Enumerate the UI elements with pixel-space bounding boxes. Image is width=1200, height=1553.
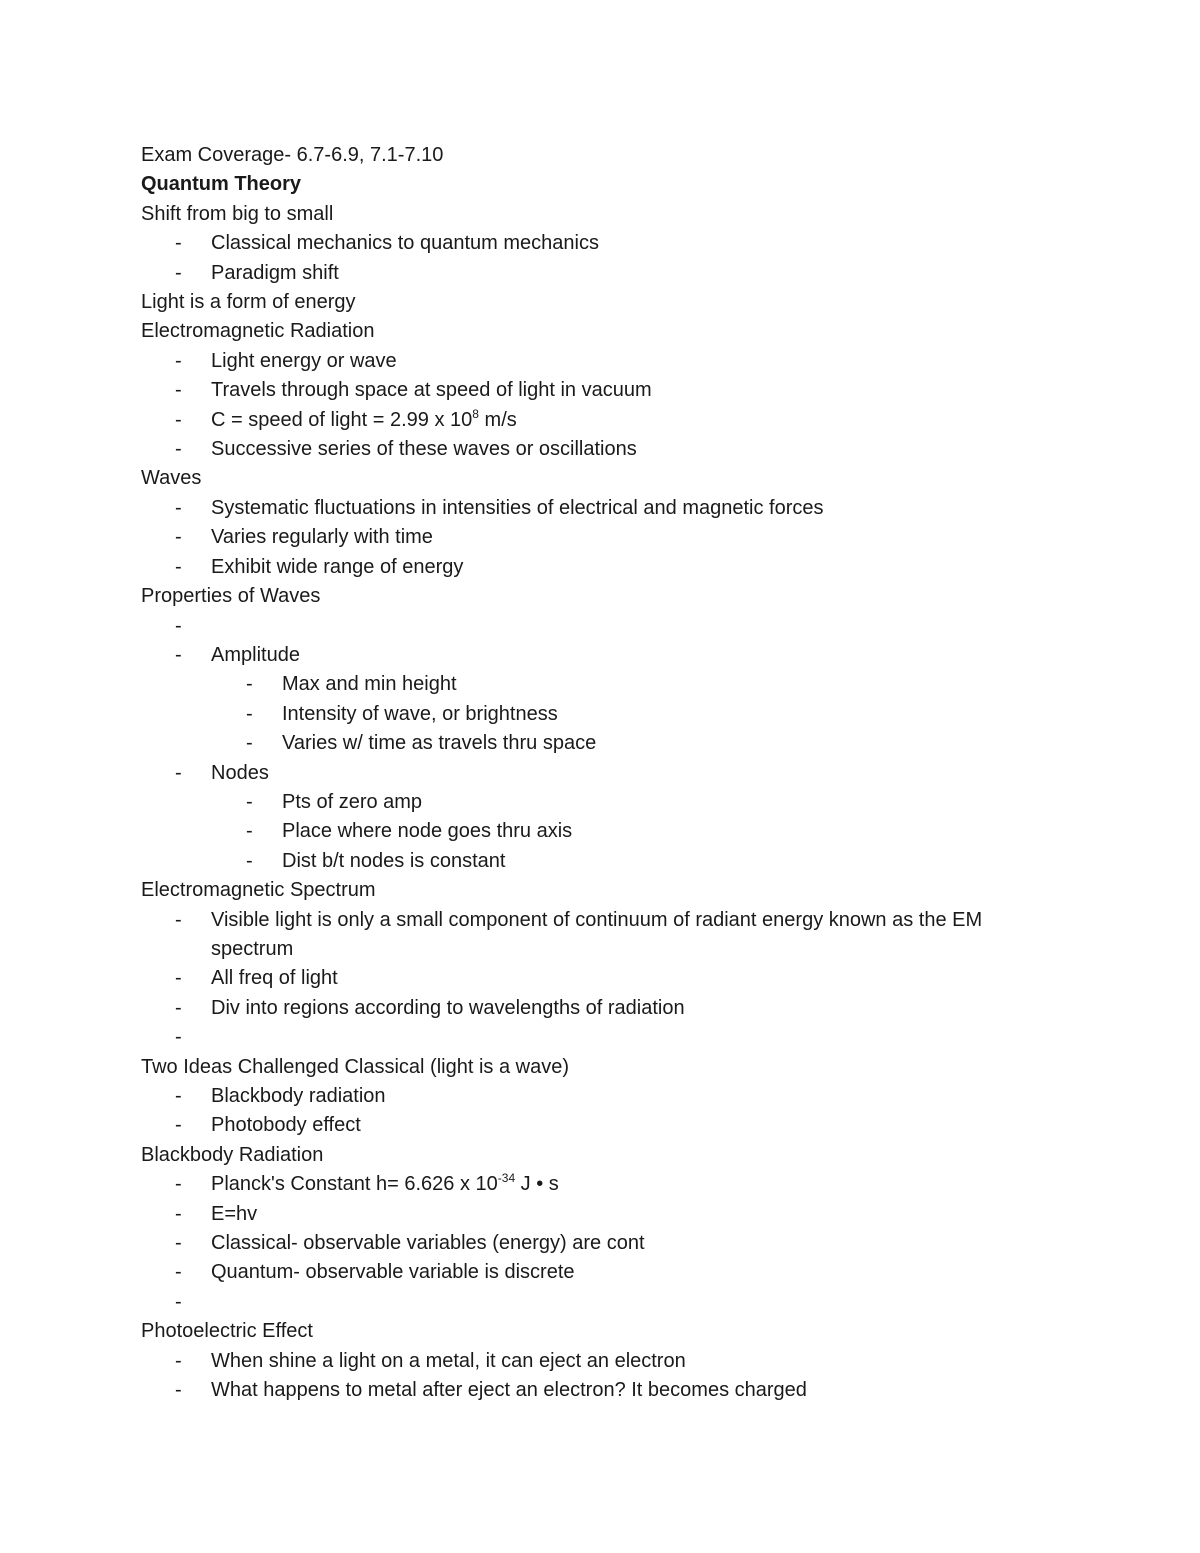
sub-list-item: - Pts of zero amp bbox=[246, 790, 423, 813]
amplitude-item: - Amplitude bbox=[175, 643, 300, 666]
list-item: - Varies regularly with time bbox=[175, 526, 433, 549]
list-item: - Blackbody radiation bbox=[175, 1085, 386, 1107]
nodes-item: - Nodes bbox=[175, 761, 269, 784]
list-item: - Classical mechanics to quantum mechanics bbox=[175, 232, 599, 255]
list-item: - Travels through space at speed of light in vacuum bbox=[175, 379, 652, 402]
light-energy-heading: Light is a form of energy bbox=[141, 291, 356, 314]
empty-list-item: - bbox=[175, 614, 182, 637]
planck-constant-item: - Planck's Constant h= 6.626 x $10^{-34}$ J • s bbox=[175, 1171, 559, 1196]
list-item: - Visible light is only a small component of continuum of radiant energy known as the EM spectrum bbox=[175, 908, 983, 960]
list-item: - Light energy or wave bbox=[175, 349, 397, 372]
document-page bbox=[141, 141, 1061, 1405]
blackbody-heading: Blackbody Radiation bbox=[141, 1143, 324, 1166]
list-item: - Exhibit wide range of energy bbox=[175, 555, 464, 578]
em-radiation-heading: Electromagnetic Radiation bbox=[141, 320, 375, 343]
list-item: - Successive series of these waves or oscillations bbox=[175, 438, 637, 461]
properties-heading: Properties of Waves bbox=[141, 585, 321, 608]
sub-list-item: - Dist b/t nodes is constant bbox=[246, 849, 506, 872]
exam-coverage: Exam Coverage- 6.7-6.9, 7.1-7.10 bbox=[141, 144, 444, 166]
speed-of-light-item: - C = speed of light = 2.99 x $10^8$ m/s bbox=[175, 406, 517, 431]
doc-title: Quantum Theory bbox=[141, 173, 302, 196]
list-item: - Systematic fluctuations in intensities of electrical and magnetic forces bbox=[175, 496, 824, 519]
sub-list-item: - Intensity of wave, or brightness bbox=[246, 702, 558, 725]
list-item: - Div into regions according to wavelengths of radiation bbox=[175, 996, 685, 1019]
list-item: - When shine a light on a metal, it can eject an electron bbox=[175, 1349, 686, 1372]
list-item: - All freq of light bbox=[175, 967, 338, 990]
sub-list-item: - Varies w/ time as travels thru space bbox=[246, 732, 597, 755]
sub-list-item: - Max and min height bbox=[246, 673, 457, 696]
shift-heading: Shift from big to small bbox=[141, 202, 334, 225]
photoelectric-heading: Photoelectric Effect bbox=[141, 1320, 313, 1343]
list-item: - Paradigm shift bbox=[175, 261, 339, 284]
list-item: - What happens to metal after eject an electron? It becomes charged bbox=[175, 1379, 807, 1402]
planck-exponent: -34 bbox=[497, 1171, 516, 1186]
list-item: - Classical- observable variables (energy) are cont bbox=[175, 1232, 645, 1255]
two-ideas-heading: Two Ideas Challenged Classical (light is a wave) bbox=[141, 1055, 569, 1078]
list-item: - Quantum- observable variable is discrete bbox=[175, 1261, 575, 1284]
empty-list-item: - bbox=[175, 1026, 182, 1049]
speed-exponent: 8 bbox=[472, 406, 479, 421]
list-item: - Photobody effect bbox=[175, 1114, 361, 1137]
empty-list-item: - bbox=[175, 1290, 182, 1313]
em-spectrum-heading: Electromagnetic Spectrum bbox=[141, 879, 376, 902]
list-item: - E=hv bbox=[175, 1202, 258, 1225]
waves-heading: Waves bbox=[141, 467, 202, 490]
sub-list-item: - Place where node goes thru axis bbox=[246, 820, 573, 843]
